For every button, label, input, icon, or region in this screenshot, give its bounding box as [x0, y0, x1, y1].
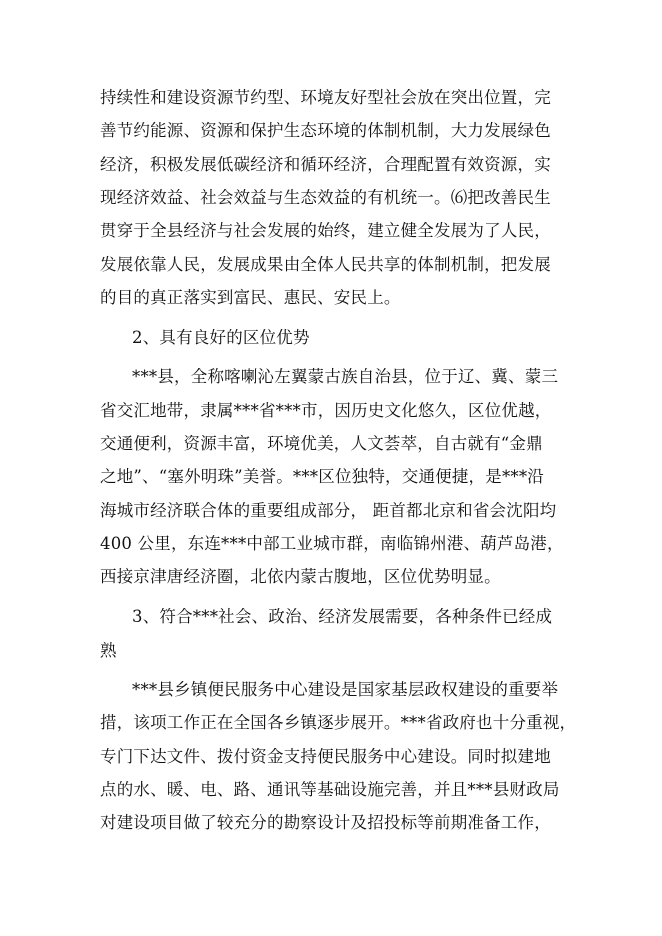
paragraph-line: 对建设项目做了较充分的勘察设计及招投标等前期准备工作，: [100, 813, 551, 832]
paragraph-line: 经济，积极发展低碳经济和循环经济，合理配置有效资源，实: [100, 155, 551, 174]
paragraph-line: 现经济效益、社会效益与生态效益的有机统一。⑹把改善民生: [100, 188, 551, 207]
paragraph-line: 海城市经济联合体的重要组成部分， 距首都北京和省会沈阳均: [100, 501, 557, 520]
paragraph-line: 善节约能源、资源和保护生态环境的体制机制，大力发展绿色: [100, 121, 551, 140]
paragraph-line: 省交汇地带，隶属***省***市，因历史文化悠久，区位优越，: [100, 401, 552, 420]
paragraph-line: 点的水、暖、电、路、通讯等基础设施完善，并且***县财政局: [100, 780, 560, 799]
section-heading-development-needs: 3、符合***社会、政治、经济发展需要，各种条件已经成: [132, 607, 553, 626]
section-heading-location-advantage: 2、具有良好的区位优势: [132, 328, 310, 347]
paragraph-line: 专门下达文件、拨付资金支持便民服务中心建设。同时拟建地: [100, 747, 551, 766]
paragraph-line: 持续性和建设资源节约型、环境友好型社会放在突出位置，完: [100, 88, 551, 107]
section-heading-continuation: 熟: [100, 641, 117, 660]
paragraph-line: 的目的真正落实到富民、惠民、安民上。: [100, 288, 401, 307]
paragraph-line: 西接京津唐经济圈，北依内蒙古腹地，区位优势明显。: [100, 567, 501, 586]
paragraph-line: 400 公里，东连***中部工业城市群，南临锦州港、葫芦岛港，: [100, 534, 564, 553]
paragraph-line: 措，该项工作正在全国各乡镇逐步展开。***省政府也十分重视，: [100, 713, 577, 732]
paragraph-line: 之地”、“塞外明珠”美誉。***区位独特，交通便捷，是***沿: [100, 467, 545, 486]
paragraph-line: 发展依靠人民，发展成果由全体人民共享的体制机制，把发展: [100, 255, 551, 274]
paragraph-line: ***县，全称喀喇沁左翼蒙古族自治县，位于辽、冀、蒙三: [132, 367, 559, 386]
paragraph-line: 贯穿于全县经济与社会发展的始终，建立健全发展为了人民，: [100, 221, 551, 240]
paragraph-line: ***县乡镇便民服务中心建设是国家基层政权建设的重要举: [132, 680, 559, 699]
paragraph-line: 交通便利，资源丰富，环境优美，人文荟萃，自古就有“金鼎: [100, 434, 543, 453]
